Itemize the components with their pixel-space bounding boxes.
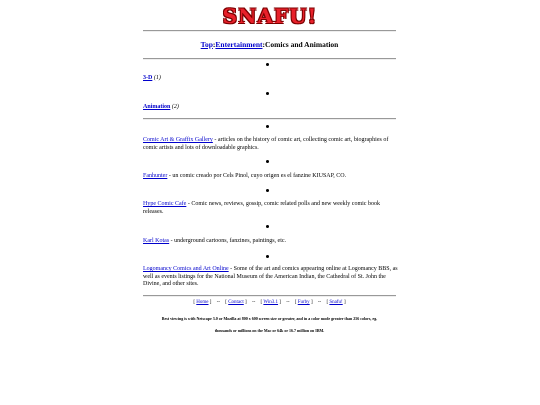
breadcrumb-entertainment-link[interactable]: Entertainment	[215, 40, 263, 49]
list-item	[143, 137, 399, 152]
bullet-dot	[266, 160, 269, 163]
nav-contact-link[interactable]: Contact	[228, 300, 244, 305]
breadcrumb-divider	[143, 58, 396, 60]
list-item	[143, 173, 399, 181]
bracket: [	[193, 300, 196, 305]
list-item	[143, 201, 399, 216]
snafu-logo[interactable]	[0, 4, 540, 28]
entry-link[interactable]: Karl Kotas	[143, 238, 170, 244]
bullet-dot	[266, 225, 269, 228]
category-link-animation[interactable]: Animation	[143, 104, 171, 110]
breadcrumb-separator: :	[262, 40, 265, 49]
entry-description: - un comic creado por Cels Pinol, cuyo origen es el fanzine KIUSAP, CO.	[167, 173, 347, 179]
entry-link[interactable]: Fanhunter	[143, 173, 168, 179]
entry-description: - Some of the art and comics appearing online at Logomancy BBS, as well as events listings for the National Museum of the American Indian, the Cathedral of St. John the Divine, and other sites.	[143, 266, 398, 288]
bracket: ]	[279, 300, 281, 305]
footer-note-line2: thousands or millions on the Mac or 64k or 16.7 million on IBM.	[214, 328, 325, 333]
entry-link[interactable]: Hype Comic Cafe	[143, 201, 187, 207]
breadcrumb-current: Comics and Animation	[264, 40, 339, 49]
entry-description: - articles on the history of comic art, collecting comic art, biographies of comic artists and lots of downloadable graphics.	[143, 137, 389, 151]
bullet-dot	[266, 125, 269, 128]
nav-separator: --	[286, 300, 290, 305]
nav-separator: --	[317, 300, 322, 305]
nav-home-link[interactable]: Home	[196, 300, 209, 305]
footer-note-line1: Best viewing is with Netscape 3.0 or Mozilla at 800 x 600 screen size or greater, and in a color mode greater than 256 colors, eg.	[161, 316, 378, 321]
bullet-dot	[266, 189, 269, 192]
nav-separator: --	[251, 300, 256, 305]
entry-description: - Comic news, reviews, gossip, comic related polls and new weekly comic book releases.	[143, 201, 380, 215]
category-link-3d[interactable]: 3-D	[143, 75, 153, 81]
bracket: [	[326, 300, 329, 305]
bracket: ]	[245, 300, 247, 305]
footer-nav	[143, 300, 396, 305]
nav-win31-link[interactable]: Win3.1	[263, 300, 279, 305]
breadcrumb-top-link[interactable]: Top	[200, 40, 213, 49]
nav-furby-link[interactable]: Furby	[297, 300, 310, 305]
entry-link[interactable]: Logomancy Comics and Art Online	[143, 266, 229, 272]
bracket: ]	[310, 300, 313, 305]
breadcrumb-separator: :	[212, 40, 216, 49]
breadcrumb	[143, 40, 396, 49]
list-item	[143, 238, 399, 246]
bracket: [	[260, 300, 263, 305]
nav-separator: --	[216, 300, 221, 305]
bracket: [	[225, 300, 227, 305]
bracket: ]	[343, 300, 346, 305]
bracket: [	[294, 300, 297, 305]
top-divider	[143, 30, 396, 32]
footer-divider	[143, 295, 396, 297]
bullet-dot	[266, 92, 269, 95]
category-count: (1)	[153, 75, 161, 81]
list-item	[143, 266, 399, 289]
entry-link[interactable]: Comic Art & Graffix Gallery	[143, 137, 213, 143]
nav-snafu-link[interactable]: Snafu!	[329, 300, 343, 305]
category-item-animation	[143, 104, 179, 110]
bracket: ]	[209, 300, 212, 305]
section-divider	[143, 118, 396, 120]
logo-text: SNAFU!	[222, 4, 318, 28]
category-count: (2)	[171, 104, 179, 110]
category-item-3d	[143, 75, 161, 81]
entry-description: - underground cartoons, fanzines, paintings, etc.	[169, 238, 287, 244]
bullet-dot	[266, 255, 269, 258]
bullet-dot	[266, 63, 269, 66]
